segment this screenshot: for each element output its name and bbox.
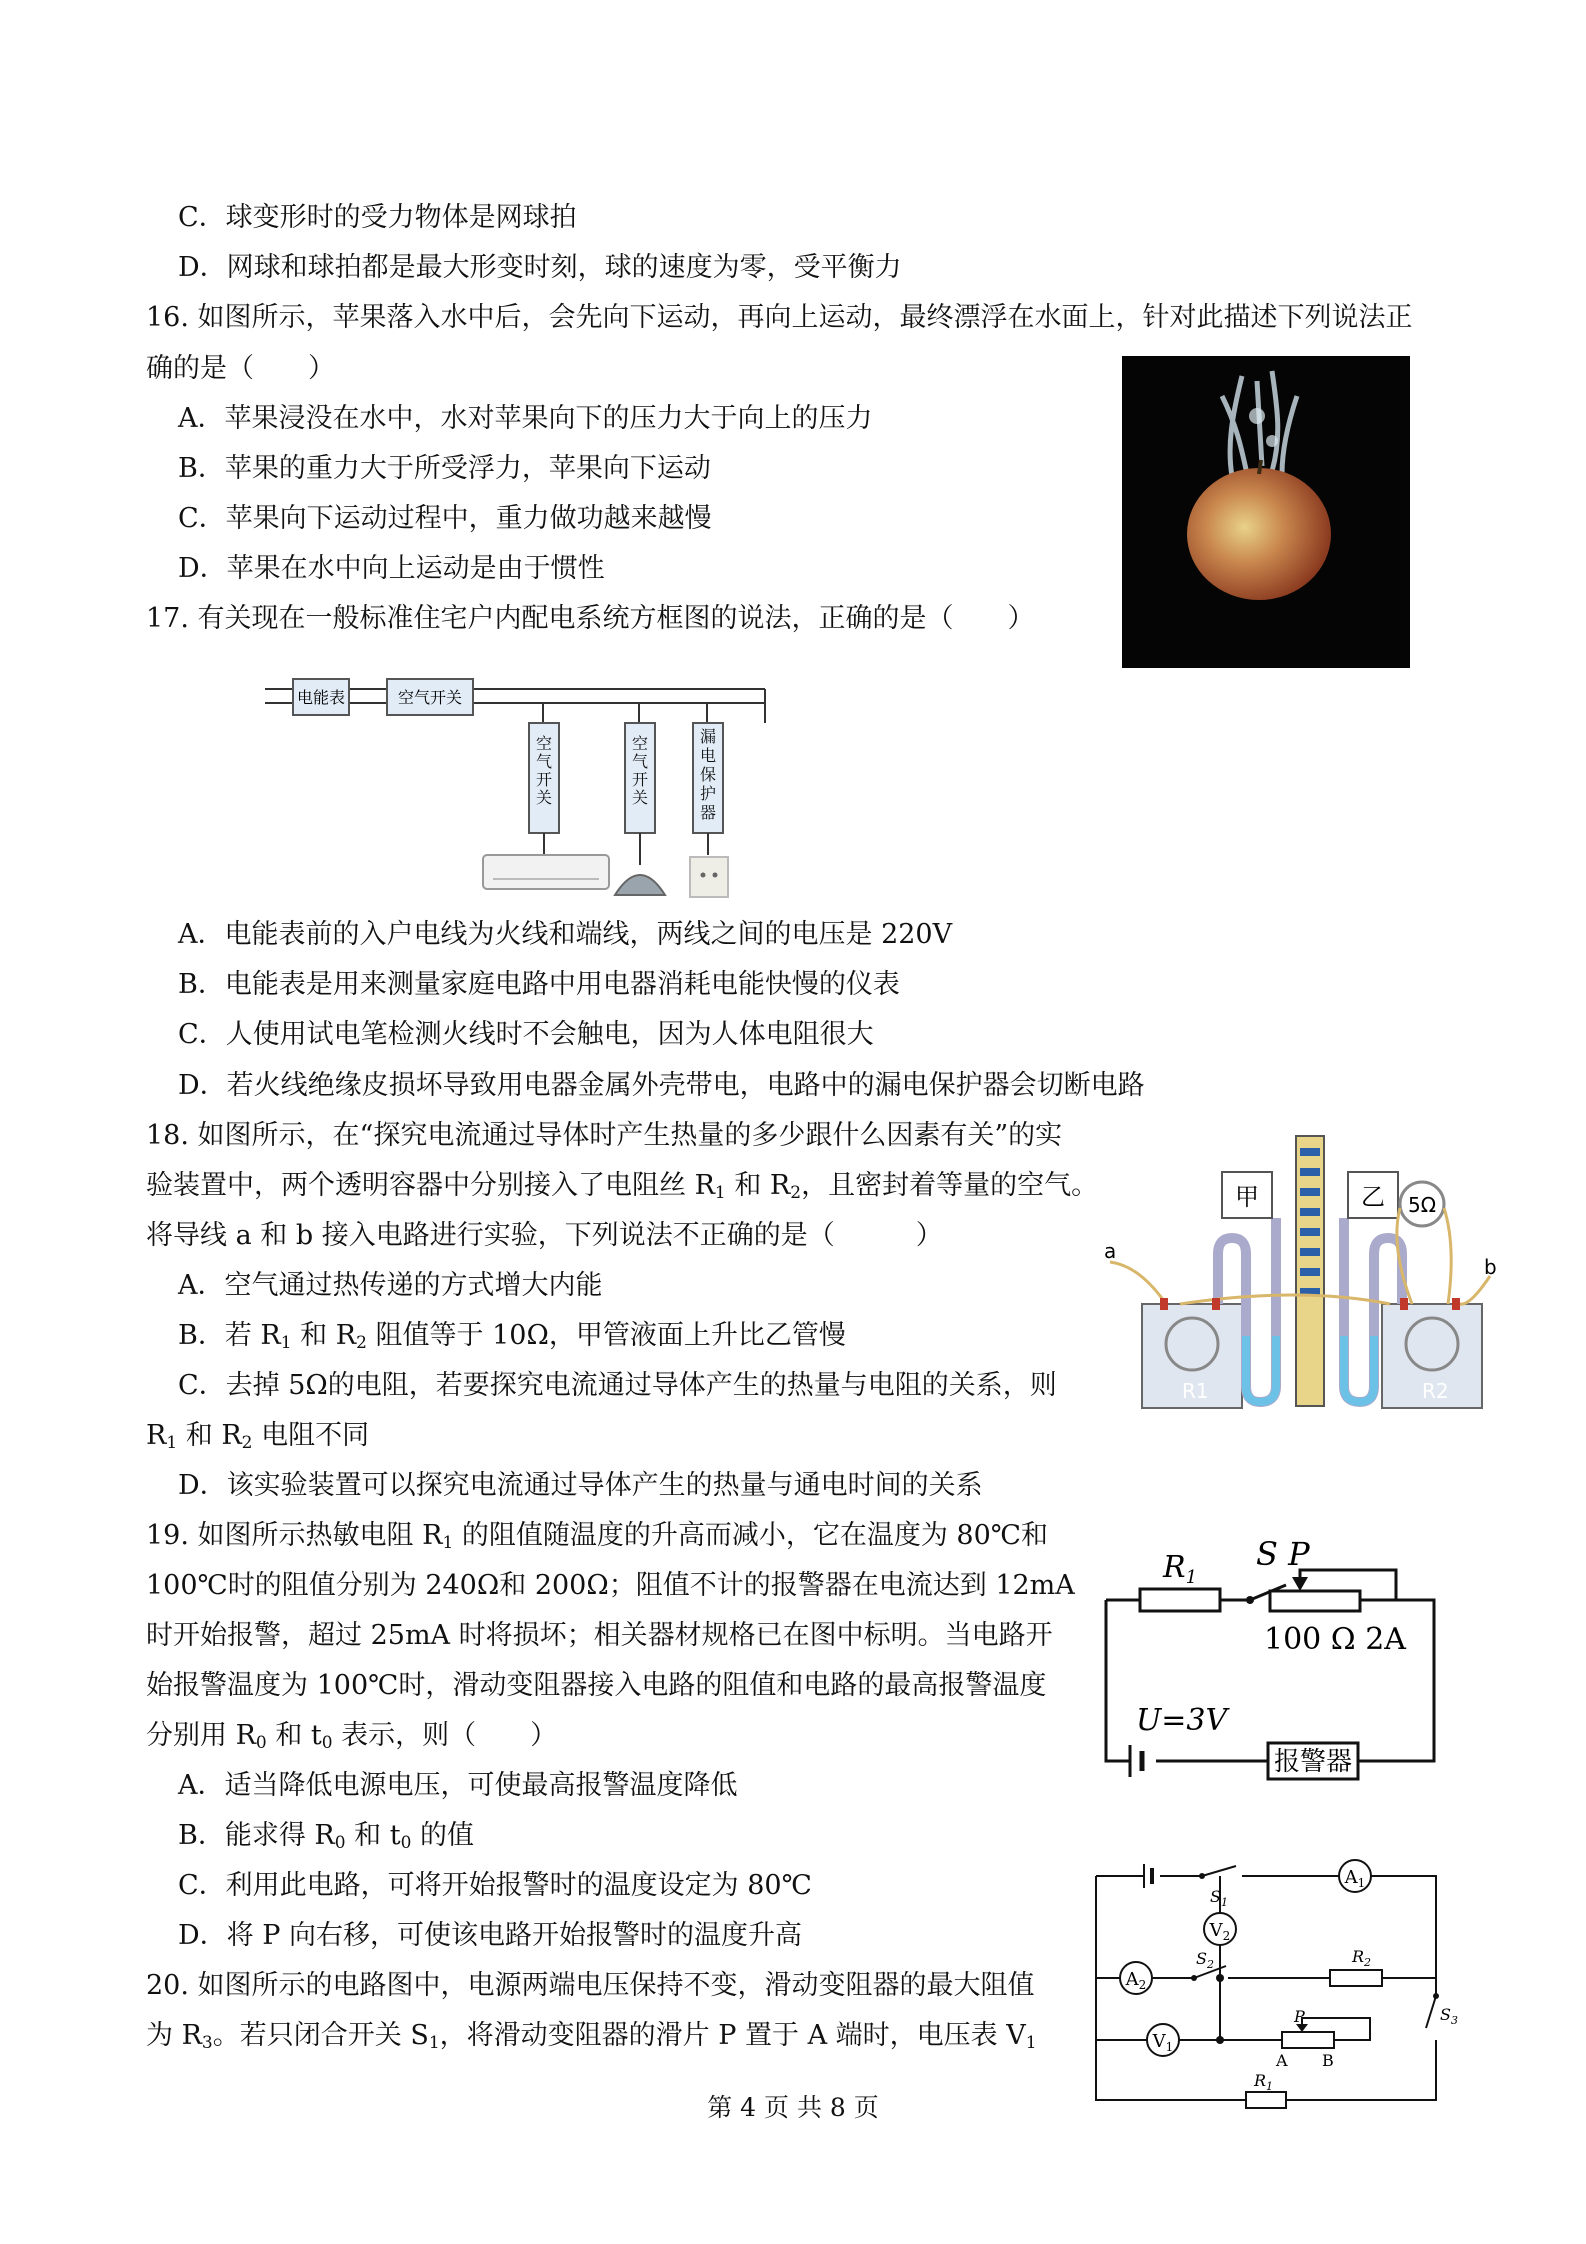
q19-stem-line1: 19. 如图所示热敏电阻 $R_1$ 的阻值随温度的升高而减小，它在温度为 80℃和	[146, 1520, 1048, 1553]
q19-option-d: D．将 P 向右移，可使该电路开始报警时的温度升高	[178, 1920, 802, 1951]
distribution-system-diagram	[265, 665, 795, 915]
q17-option-c: C．人使用试电笔检测火线时不会触电，因为人体电阻很大	[178, 1019, 874, 1050]
voltmeter-v1-label: $V_1$	[1152, 2031, 1174, 2054]
q18-option-d: D．该实验装置可以探究电流通过导体产生的热量与通电时间的关系	[178, 1470, 983, 1501]
air-switch-1-label: 空气开关	[535, 734, 552, 807]
q19-stem-line4: 始报警温度为 100℃时，滑动变阻器接入电路的阻值和电路的最高报警温度	[146, 1670, 1047, 1701]
q19-stem-line5: 分别用 $R_0$ 和 $t_0$ 表示，则（ ）	[146, 1720, 558, 1753]
q17-stem: 17. 有关现在一般标准住宅户内配电系统方框图的说法，正确的是（ ）	[146, 603, 1035, 634]
q19-option-b: B．能求得 $R_0$ 和 $t_0$ 的值	[178, 1820, 475, 1853]
slider-p-label: P	[1294, 2007, 1305, 2026]
q18-option-a: A．空气通过热传递的方式增大内能	[178, 1270, 603, 1301]
q18-stem-line1: 18. 如图所示，在“探究电流通过导体时产生热量的多少跟什么因素有关”的实	[146, 1120, 1063, 1151]
q15-option-c: C．球变形时的受力物体是网球拍	[178, 202, 577, 233]
q17-option-d: D．若火线绝缘皮损坏导致用电器金属外壳带电，电路中的漏电保护器会切断电路	[178, 1070, 1145, 1101]
wire-a-label: a	[1104, 1239, 1117, 1263]
q19-option-a: A．适当降低电源电压，可使最高报警温度降低	[178, 1770, 738, 1801]
r1-label: $R_1$	[1162, 1550, 1198, 1588]
r2-container-label: R2	[1422, 1379, 1449, 1403]
q16-option-a: A．苹果浸没在水中，水对苹果向下的压力大于向上的压力	[178, 403, 873, 434]
q16-stem-line2: 确的是（ ）	[146, 353, 335, 384]
q20-stem-line1: 20. 如图所示的电路图中，电源两端电压保持不变，滑动变阻器的最大阻值	[146, 1970, 1035, 2001]
q16-option-d: D．苹果在水中向上运动是由于惯性	[178, 553, 605, 584]
yi-tube-label: 乙	[1361, 1183, 1385, 1211]
air-conditioner-icon	[483, 855, 609, 889]
q18-option-c-line1: C．去掉 5Ω的电阻，若要探究电流通过导体产生的热量与电阻的关系，则	[178, 1370, 1057, 1401]
voltmeter-v2-label: $V_2$	[1209, 1920, 1231, 1943]
air-switch-2-label: 空气开关	[631, 734, 648, 807]
page-footer: 第 4 页 共 8 页	[707, 2093, 879, 2122]
jia-tube-label: 甲	[1235, 1183, 1259, 1211]
ammeter-a2-label: $A_2$	[1125, 1969, 1147, 1992]
end-b-label: B	[1322, 2051, 1334, 2070]
r2-label: $R_2$	[1352, 1947, 1372, 1969]
alarm-circuit-diagram	[1100, 1525, 1440, 1795]
socket-icon	[690, 857, 728, 897]
switch-s3-label: $S_3$	[1440, 2005, 1458, 2027]
q17-option-b: B．电能表是用来测量家庭电路中用电器消耗电能快慢的仪表	[178, 969, 900, 1000]
q19-option-c: C．利用此电路，可将开始报警时的温度设定为 80℃	[178, 1870, 812, 1901]
end-a-label: A	[1276, 2051, 1288, 2070]
voltage-label: U=3V	[1136, 1703, 1228, 1738]
q19-stem-line2: 100℃时的阻值分别为 240Ω和 200Ω；阻值不计的报警器在电流达到 12mA	[146, 1570, 1075, 1601]
wire-b-label: b	[1484, 1255, 1497, 1279]
rheostat-spec-label: 100 Ω 2A	[1264, 1622, 1406, 1657]
q18-option-b: B．若 $R_1$ 和 $R_2$ 阻值等于 10Ω，甲管液面上升比乙管慢	[178, 1320, 846, 1353]
apple-in-water-photo	[1122, 356, 1410, 668]
switch-s1-label: $S_1$	[1210, 1887, 1228, 1909]
ammeter-a1-label: $A_1$	[1344, 1867, 1366, 1890]
joule-heating-apparatus-diagram	[1100, 1136, 1500, 1416]
q18-option-c-line2: $R_1$ 和 $R_2$ 电阻不同	[146, 1420, 370, 1453]
q20-circuit-diagram	[1090, 1852, 1458, 2124]
q18-stem-line2: 验装置中，两个透明容器中分别接入了电阻丝 $R_1$ 和 $R_2$，且密封着等量的空气。	[146, 1170, 1099, 1203]
switch-slider-label: S P	[1256, 1535, 1310, 1573]
leakage-protector-label: 漏电保护器	[699, 727, 716, 822]
r1-label: $R_1$	[1254, 2071, 1274, 2093]
q16-stem-line1: 16. 如图所示，苹果落入水中后，会先向下运动，再向上运动，最终漂浮在水面上，针对此描述下列说法正	[146, 302, 1413, 333]
r1-container-label: R1	[1182, 1379, 1209, 1403]
alarm-label: 报警器	[1273, 1747, 1353, 1777]
five-ohm-label: 5Ω	[1407, 1193, 1437, 1217]
q20-stem-line2: 为 $R_3$。若只闭合开关 $S_1$，将滑动变阻器的滑片 P 置于 A 端时，电压表 $V_1$	[146, 2020, 1037, 2053]
q16-option-c: C．苹果向下运动过程中，重力做功越来越慢	[178, 503, 712, 534]
q15-option-d: D．网球和球拍都是最大形变时刻，球的速度为零，受平衡力	[178, 252, 902, 283]
main-air-switch-label: 空气开关	[397, 688, 463, 707]
q16-option-b: B．苹果的重力大于所受浮力，苹果向下运动	[178, 453, 711, 484]
q17-option-a: A．电能表前的入户电线为火线和端线，两线之间的电压是 220V	[178, 919, 953, 950]
switch-s2-label: $S_2$	[1196, 1949, 1214, 1971]
q19-stem-line3: 时开始报警，超过 25mA 时将损坏；相关器材规格已在图中标明。当电路开	[146, 1620, 1053, 1651]
q18-stem-line3: 将导线 a 和 b 接入电路进行实验，下列说法不正确的是（ ）	[146, 1220, 943, 1251]
lamp-icon	[615, 875, 665, 895]
meter-box-label: 电能表	[296, 688, 346, 707]
